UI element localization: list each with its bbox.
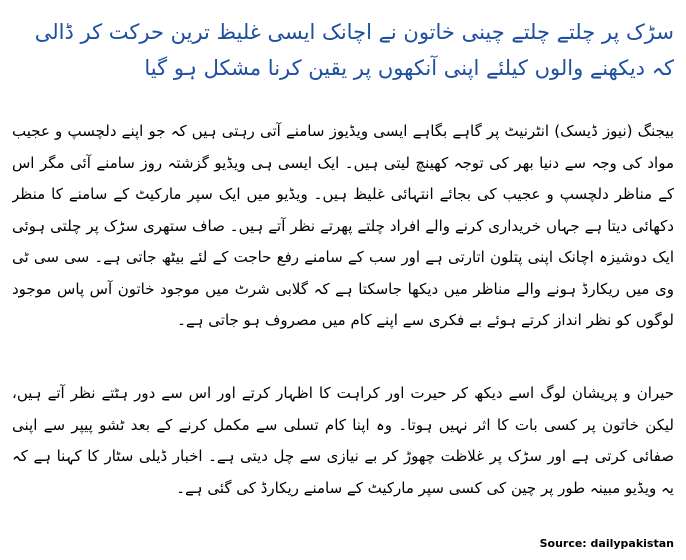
source-credit: Source: dailypakistan xyxy=(539,537,674,550)
article-headline: سڑک پر چلتے چلتے چینی خاتون نے اچانک ایسی غلیظ ترین حرکت کر ڈالی کہ دیکھنے والوں کیلئے اپنی آنکھوں پر یقین کرنا مشکل ہو گیا xyxy=(34,20,674,80)
article-paragraph-1: بیجنگ (نیوز ڈیسک) انٹرنیٹ پر گاہے بگاہے ایسی ویڈیوز سامنے آتی رہتی ہیں کہ جو اپنے دلچسپ و عجیب مواد کی وجہ سے دنیا بھر کی توجہ کھینچ لیتی ہیں۔ ایک ایسی ہی ویڈیو گزشتہ روز سامنے آئی مگر اس کے مناظر دلچسپ و عجیب کی بجائے انتہائی غلیظ ہیں۔ ویڈیو میں ایک سپر مارکیٹ کے سامنے کا منظر دکھائی دیتا ہے جہاں خریداری کرنے والے افراد چلتے پھرتے نظر آتے ہیں۔ صاف ستھری سڑک پر چلتی ہوئی ایک دوشیزہ اچانک اپنی پتلون اتارتی ہے اور سب کے سامنے رفع حاجت کے لئے بیٹھ جاتی ہے۔ سی سی ٹی وی میں ریکارڈ ہونے والے مناظر میں دیکھا جاسکتا ہے کہ گلابی شرٹ میں موجود خاتون آس پاس موجود لوگوں کو نظر انداز کرتے ہوئے بے فکری سے اپنے کام میں مصروف ہو جاتی ہے۔ xyxy=(12,122,674,329)
article-paragraph-2: حیران و پریشان لوگ اسے دیکھ کر حیرت اور کراہت کا اظہار کرتے اور اس سے دور ہٹتے نظر آتے ہیں، لیکن خاتون پر کسی بات کا اثر نہیں ہوتا۔ وہ اپنا کام تسلی سے مکمل کرنے کے بعد ٹشو پیپر سے اپنی صفائی کرتی ہے اور سڑک پر غلاظت چھوڑ کر بے نیازی سے چل دیتی ہے۔ اخبار ڈیلی سٹار کا کہنا ہے کہ یہ ویڈیو مبینہ طور پر چین کی کسی سپر مارکیٹ کے سامنے ریکارڈ کی گئی ہے۔ xyxy=(12,384,674,497)
